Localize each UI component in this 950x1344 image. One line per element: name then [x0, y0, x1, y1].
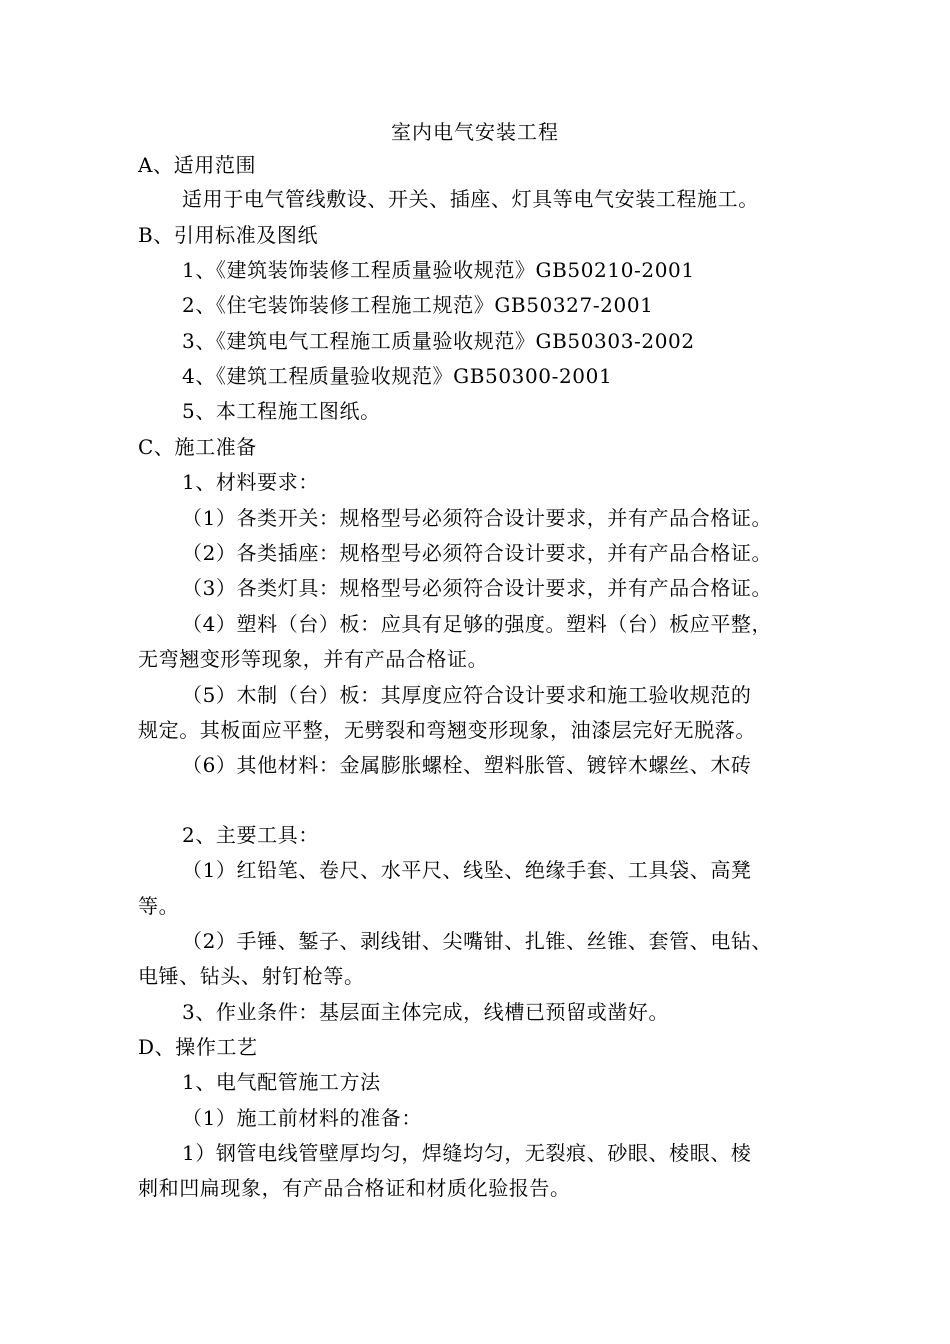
- list-item: （1）各类开关：规格型号必须符合设计要求，并有产品合格证。: [182, 506, 773, 530]
- section-heading-d: D、操作工艺: [138, 1035, 258, 1059]
- subsection-heading: 2、主要工具：: [182, 823, 319, 847]
- section-heading-a: A、适用范围: [138, 153, 257, 177]
- list-item: （2）手锤、錾子、剥线钳、尖嘴钳、扎锥、丝锥、套管、电钻、: [182, 929, 773, 953]
- list-item: 1、《建筑装饰装修工程质量验收规范》GB50210-2001: [182, 258, 695, 282]
- list-item-continuation: 无弯翘变形等现象，并有产品合格证。: [138, 647, 489, 671]
- subsection-heading: 1、材料要求：: [182, 470, 319, 494]
- list-item: （3）各类灯具：规格型号必须符合设计要求，并有产品合格证。: [182, 576, 773, 600]
- section-heading-c: C、施工准备: [138, 435, 257, 459]
- list-item: 5、本工程施工图纸。: [182, 399, 381, 423]
- section-heading-b: B、引用标准及图纸: [138, 223, 319, 247]
- list-item-continuation: 电锤、钻头、射钉枪等。: [138, 964, 365, 988]
- list-item: （1）红铅笔、卷尺、水平尺、线坠、绝缘手套、工具袋、高凳: [182, 858, 752, 882]
- list-item: （1）施工前材料的准备：: [182, 1106, 422, 1130]
- subsection-heading: 1、电气配管施工方法: [182, 1070, 381, 1094]
- list-item: 2、《住宅装饰装修工程施工规范》GB50327-2001: [182, 293, 654, 317]
- list-item: （5）木制（台）板：其厚度应符合设计要求和施工验收规范的: [182, 683, 752, 707]
- list-item: 1）钢管电线管壁厚均匀，焊缝均匀，无裂痕、砂眼、棱眼、棱: [182, 1141, 752, 1165]
- list-item-continuation: 等。: [138, 894, 180, 918]
- list-item: 4、《建筑工程质量验收规范》GB50300-2001: [182, 364, 613, 388]
- list-item-continuation: 刺和凹扁现象，有产品合格证和材质化验报告。: [138, 1176, 571, 1200]
- list-item: （6）其他材料：金属膨胀螺栓、塑料胀管、镀锌木螺丝、木砖: [182, 753, 752, 777]
- list-item: （2）各类插座：规格型号必须符合设计要求，并有产品合格证。: [182, 541, 773, 565]
- subsection-heading: 3、作业条件：基层面主体完成，线槽已预留或凿好。: [182, 1000, 670, 1024]
- list-item-continuation: 规定。其板面应平整，无劈裂和弯翘变形现象，油漆层完好无脱落。: [138, 718, 756, 742]
- paragraph-line: 适用于电气管线敷设、开关、插座、灯具等电气安装工程施工。: [182, 187, 759, 211]
- document-title: 室内电气安装工程: [391, 120, 559, 144]
- list-item: 3、《建筑电气工程施工质量验收规范》GB50303-2002: [182, 329, 695, 353]
- list-item: （4）塑料（台）板：应具有足够的强度。塑料（台）板应平整，: [182, 612, 773, 636]
